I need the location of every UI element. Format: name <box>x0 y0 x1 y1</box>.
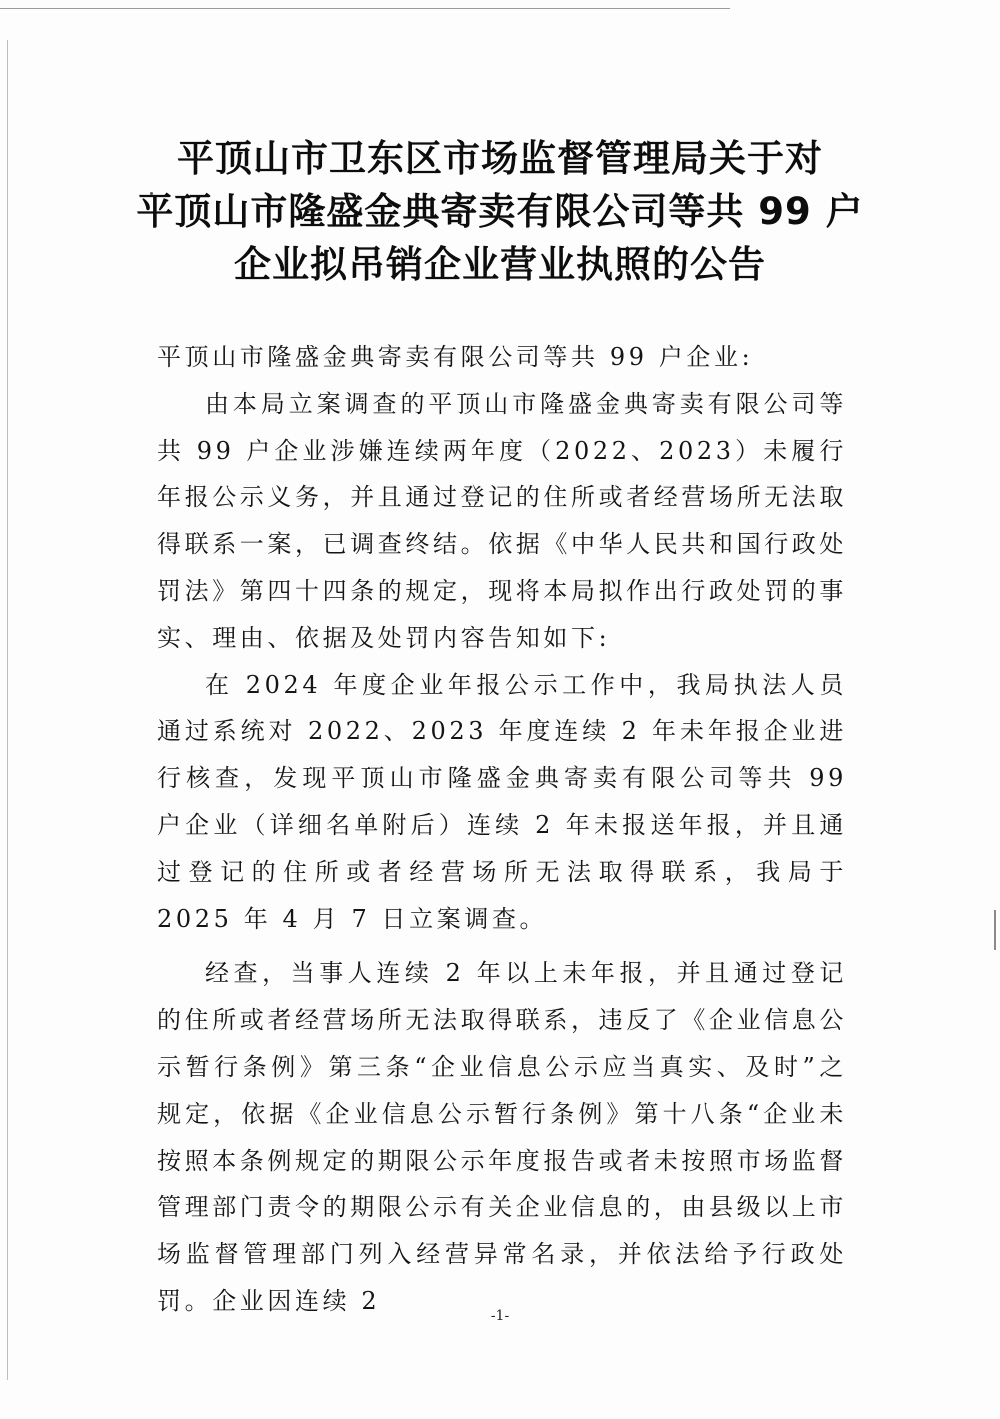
paragraph-3: 经查，当事人连续 2 年以上未年报，并且通过登记的住所或者经营场所无法取得联系，违反了《企业信息公示暂行条例》第三条“企业信息公示应当真实、及时”之规定，依据《企业信息公示暂行条例》第十八条“企业未按照本条例规定的期限公示年度报告或者未按照市场监督管理部门责令的期限公示有关企业信息的，由县级以上市场监督管理部门列入经营异常名录，并依法给予行政处罚。企业因连续 2 <box>157 959 847 1315</box>
page-number: -1- <box>490 1308 510 1324</box>
paragraph-2: 在 2024 年度企业年报公示工作中，我局执法人员通过系统对 2022、2023 年度连续 2 年未年报企业进行核查，发现平顶山市隆盛金典寄卖有限公司等共 99 户企业（详细名单附后）连续 2 年未报送年报，并且通过登记的住所或者经营场所无法取得联系，我局于 2025 年 4 月 7 日立案调查。 <box>157 670 847 933</box>
scan-mark-right <box>994 910 996 950</box>
title-line-1: 平顶山市卫东区市场监督管理局关于对 <box>177 137 823 180</box>
title-line-2: 平顶山市隆盛金典寄卖有限公司等共 99 户 <box>136 190 864 233</box>
title-line-3: 企业拟吊销企业营业执照的公告 <box>234 243 766 286</box>
document-body <box>157 334 847 1325</box>
salutation: 平顶山市隆盛金典寄卖有限公司等共 99 户企业: <box>157 343 754 371</box>
scan-border-top <box>0 8 730 9</box>
paragraph-1: 由本局立案调查的平顶山市隆盛金典寄卖有限公司等共 99 户企业涉嫌连续两年度（2022、2023）未履行年报公示义务，并且通过登记的住所或者经营场所无法取得联系一案，已调查终结。依据《中华人民共和国行政处罚法》第四十四条的规定，现将本局拟作出行政处罚的事实、理由、依据及处罚内容告知如下: <box>157 389 847 652</box>
scan-border-left <box>7 40 8 1380</box>
document-title <box>110 132 890 291</box>
